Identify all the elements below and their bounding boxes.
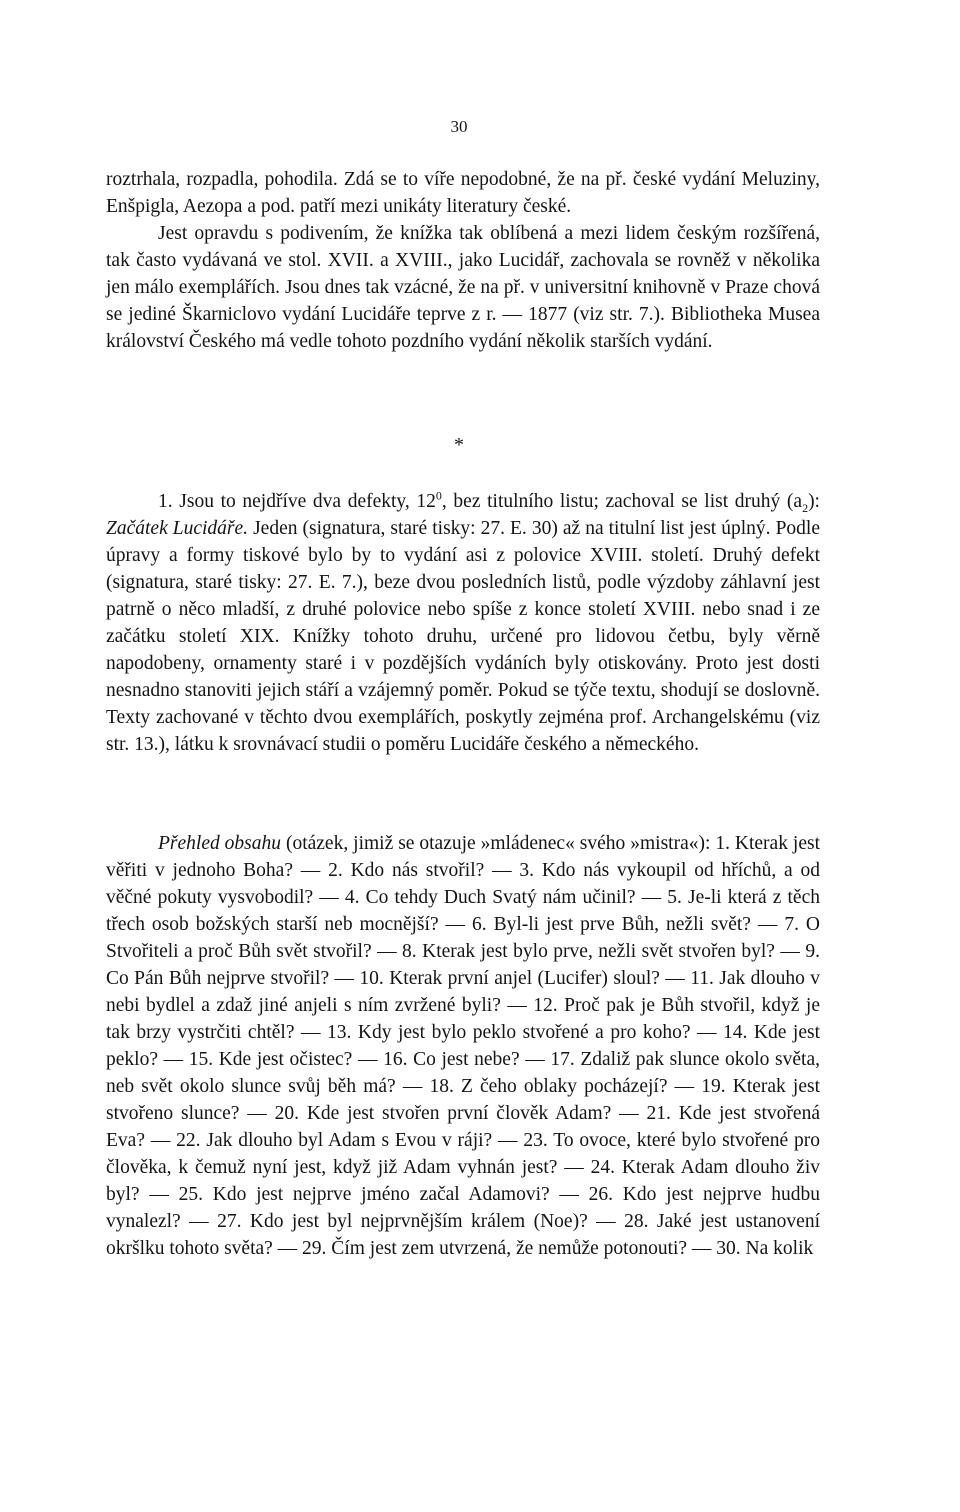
section-separator-asterisk: * — [454, 434, 464, 456]
defects-text-part4: Jeden (signatura, staré tisky: 27. E. 30) až na titulní list jest úplný. Podle úpravy a formy tiskové bylo by to vydání asi z polovice XVIII. století. Druhý defekt (signatura, staré tisky: 27. E. 7.), beze dvou posledních listů, podle výzdoby záhlavní jest patrně o něco mladší, z druhé polovice nebo spíše z konce století XVIII. nebo snad i ze začátku století XIX. Knížky tohoto druhu, určené pro lidovou četbu, byly věrně napodobeny, ornamenty staré i v pozdějších vydáních byly otiskovány. Proto jest dosti nesnadno stanoviti jejich stáří a vzájemný poměr. Pokud se týče textu, shodují se doslovně. Texty zachované v těchto dvou exemplářích, poskytly zejména prof. Archangelskému (viz str. 13.), látku k srovnávací studii o poměru Lucidáře českého a německého. — [106, 518, 820, 755]
paragraph-defects — [106, 488, 820, 758]
overview-heading-italic: Přehled obsahu — [158, 833, 282, 854]
paragraph-continuation: roztrhala, rozpadla, pohodila. Zdá se to víře nepodobné, že na př. české vydání Meluziny, Enšpigla, Aezopa a pod. patří mezi unikáty literatury české. — [106, 169, 820, 217]
defects-text-part2: , bez titulního listu; zachoval se list druhý (a — [441, 491, 803, 512]
paragraph-contents-overview — [106, 830, 820, 1262]
contents-overview-section — [106, 830, 820, 1262]
signature-subscript: 2 — [802, 500, 809, 515]
paragraph-lucidar-rarity: Jest opravdu s podivením, že knížka tak oblíbená a mezi lidem českým rozšířená, tak často vydávaná ve stol. XVII. a XVIII., jako Lucidář, zachovala se rovněž v několika jen málo exemplářích. Jsou dnes tak vzácné, že na př. v universitní knihovně v Praze chová se jediné Škarniclovo vydání Lucidáře teprve z r. — 1877 (viz str. 7.). Bibliotheka Musea království Českého má vedle tohoto pozdního vydání několik starších vydání. — [106, 223, 820, 352]
intro-section — [106, 166, 820, 355]
defects-section — [106, 488, 820, 758]
page-number: 30 — [450, 117, 468, 136]
book-title-italic: Začátek Lucidáře. — [106, 518, 249, 539]
overview-questions-text: (otázek, jimiž se otazuje »mládenec« svého »mistra«): 1. Kterak jest věřiti v jednoho Boha? — 2. Kdo nás stvořil? — 3. Kdo nás vykoupil od hříchů, a od věčné pokuty vysvobodil? — 4. Co tehdy Duch Svatý nám učinil? — 5. Je-li která z těch třech osob božských starší neb mocnější? — 6. Byl-li jest prve Bůh, nežli svět? — 7. O Stvořiteli a proč Bůh svět stvořil? — 8. Kterak jest bylo prve, nežli svět stvořen byl? — 9. Co Pán Bůh nejprve stvořil? — 10. Kterak první anjel (Lucifer) sloul? — 11. Jak dlouho v nebi bydlel a zdaž jiné anjeli s ním zvržené byli? — 12. Proč pak je Bůh stvořil, když je tak brzy vystrčiti chtěl? — 13. Kdy jest bylo peklo stvořené a pro koho? — 14. Kde jest peklo? — 15. Kde jest očistec? — 16. Co jest nebe? — 17. Zdaliž pak slunce okolo světa, neb svět okolo slunce svůj běh má? — 18. Z čeho oblaky pocházejí? — 19. Kterak jest stvořeno slunce? — 20. Kde jest stvořen první člověk Adam? — 21. Kde jest stvořená Eva? — 22. Jak dlouho byl Adam s Evou v ráji? — 23. To ovoce, které bylo stvořené pro člověka, k čemuž nyní jest, když již Adam vyhnán jest? — 24. Kterak Adam dlouho živ byl? — 25. Kdo jest nejprve jméno začal Adamovi? — 26. Kdo jest nejprve hudbu vynalezl? — 27. Kdo jest byl nejprvnějším králem (Noe)? — 28. Jaké jest ustanovení okršlku tohoto světa? — 29. Čím jest zem utvrzená, že nemůže potonouti? — 30. Na kolik — [106, 833, 820, 1259]
format-superscript: 0 — [435, 488, 442, 503]
defects-text-part1: 1. Jsou to nejdříve dva defekty, 12 — [158, 491, 436, 512]
defects-text-part3: ): — [808, 491, 820, 512]
